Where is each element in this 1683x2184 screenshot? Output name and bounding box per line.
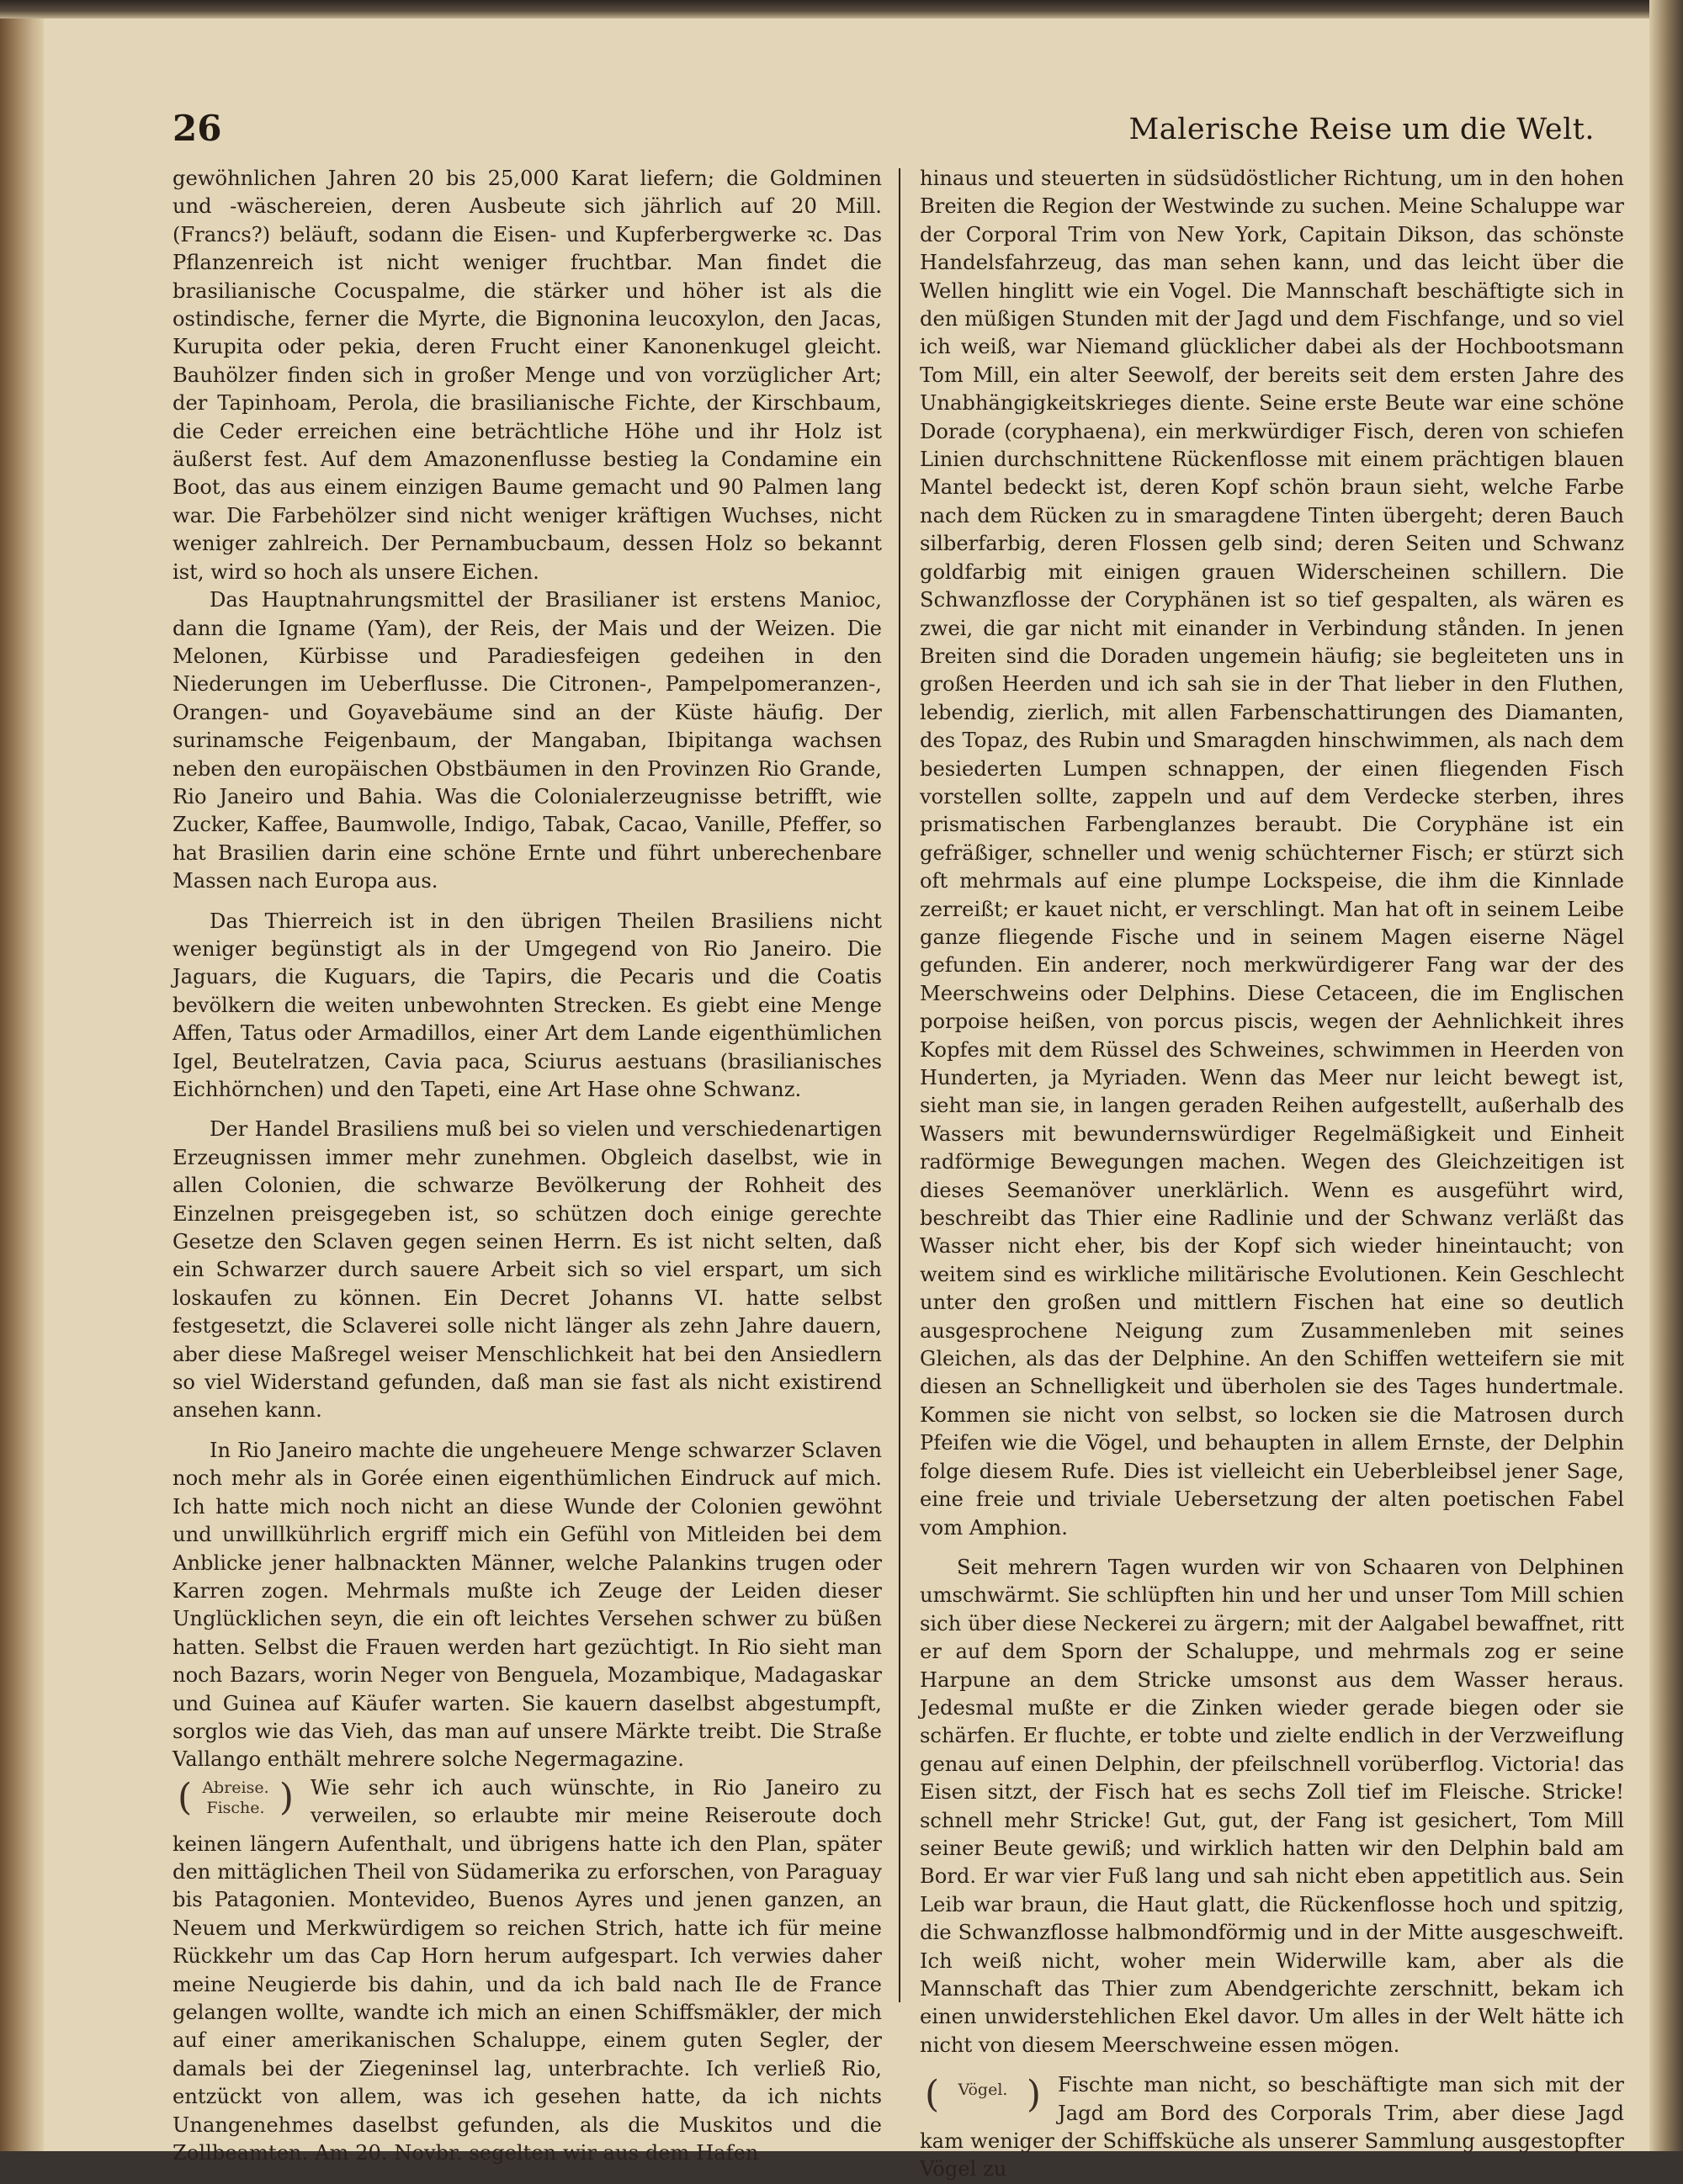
- paragraph-text: Wie sehr ich auch wünschte, in Rio Janeiro zu verweilen, so erlaubte mir meine Reiseroute doch keinen längern Aufenthalt, und übrigens hatte ich den Plan, später den mittäglichen Theil von Südamerika zu erforschen, von Paraguay bis Patagonien. Montevideo, Buenos Ayres und jenen ganzen, an Neuem und Merkwürdigem so reichen Strich, hatte ich für meine Rückkehr um das Cap Horn herum aufgespart. Ich verwies daher meine Neugierde bis dahin, und da ich bald nach Ile de France gelangen wollte, wandte ich mich an einen Schiffsmäkler, der mich auf einer amerikanischen Schaluppe, einem guten Segler, der damals bei der Ziegeninsel lag, unterbrachte. Ich verließ Rio, entzückt von allem, was ich gesehen hatte, da ich nichts Unangenehmes daselbst gefunden, als die Muskitos und die Zollbeamten. Am 20. Novbr. segelten wir aus dem Hafen: [173, 1775, 882, 2165]
- right-column: [920, 165, 1624, 2181]
- running-title: Malerische Reise um die Welt.: [1128, 113, 1595, 146]
- paragraph-with-margin-note: [920, 2071, 1624, 2184]
- margin-note-text: ( Vögel.: [958, 2081, 1008, 2100]
- book-binding-edge: [0, 0, 44, 2151]
- paragraph: In Rio Janeiro machte die ungeheuere Menge schwarzer Sclaven noch mehr als in Gorée einen eigenthümlichen Eindruck auf mich. Ich hatte mich noch nicht an diese Wunde der Colonien gewöhnt und unwillkührlich ergriff mich ein Gefühl von Mitleiden bei dem Anblicke jener halbnackten Männer, welche Palankins trugen oder Karren zogen. Mehrmals mußte ich Zeuge der Leiden dieser Unglücklichen seyn, die ein oft leichtes Versehen schwer zu büßen hatten. Selbst die Frauen werden hart gezüchtigt. In Rio sieht man noch Bazars, worin Neger von Benguela, Mozambique, Madagaskar und Guinea auf Käufer warten. Sie kauern daselbst abgestumpft, sorglos wie das Vieh, das man auf unsere Märkte treibt. Die Straße Vallango enthält mehrere solche Negermagazine.: [173, 1438, 882, 1772]
- paragraph-text: Fischte man nicht, so beschäftigte man sich mit der Jagd am Bord des Corporals Trim, aber diese Jagd kam weniger der Schiffsküche als unserer Sammlung ausgestopfter Vögel zu: [920, 2073, 1624, 2181]
- column-divider: [899, 168, 900, 2002]
- paragraph: hinaus und steuerten in südsüdöstlicher Richtung, um in den hohen Breiten die Region der Westwinde zu suchen. Meine Schaluppe war der Corporal Trim von New York, Capitain Dikson, das schönste Handelsfahrzeug, das man sehen kann, und das leicht über die Wellen hinglitt wie ein Vogel. Die Mannschaft beschäftigte sich in den müßigen Stunden mit der Jagd und dem Fischfange, und so viel ich weiß, war Niemand glücklicher dabei als der Hochbootsmann Tom Mill, ein alter Seewolf, der bereits seit dem ersten Jahre des Unabhängigkeitskrieges diente. Seine erste Beute war eine schöne Dorade (coryphaena), ein merkwürdiger Fisch, deren von schiefen Linien durchschnittene Rückenflosse mit einem prächtigen blauen Mantel bedeckt ist, deren Kopf schön braun sieht, welche Farbe nach dem Rücken zu in smaragdene Tinten übergeht; deren Bauch silberfarbig, deren Flossen gelb sind; deren Seiten und Schwanz goldfarbig mit einigen grauen Widerscheinen schillern. Die Schwanzflosse der Coryphänen ist so tief gespalten, als wären es zwei, die gar nicht mit einander in Verbindung stånden. In jenen Breiten sind die Doraden ungemein häufig; sie begleiteten uns in großen Heerden und ich sah sie in der That lieber in den Fluthen, lebendig, zierlich, mit allen Farbenschattirungen des Diamanten, des Topaz, des Rubin und Smaragden hinschwimmen, als nach dem besiederten Lumpen schnappen, der einen fliegenden Fisch vorstellen sollte, zappeln und auf dem Verdecke sterben, ihres prismatischen Farbenglanzes beraubt. Die Coryphäne ist ein gefräßiger, schneller und wenig schüchterner Fisch; er stürzt sich oft mehrmals auf eine plumpe Lockspeise, die ihm die Kinnlade zerreißt; er kauet nicht, er verschlingt. Man hat oft in seinem Leibe ganze fliegende Fische und in seinem Magen eiserne Nägel gefunden. Ein anderer, noch merkwürdigerer Fang war der des Meerschweins oder Delphins. Diese Cetaceen, die im Englischen porpoise heißen, von porcus piscis, wegen der Aehnlichkeit ihres Kopfes mit dem Rüssel des Schweines, schwimmen in Heerden von Hunderten, ja Myriaden. Wenn das Meer nur leicht bewegt ist, sieht man sie, in langen geraden Reihen aufgestellt, außerhalb des Wassers mit bewundernswürdiger Regelmäßigkeit und Einheit radförmige Bewegungen machen. Wegen des Gleichzeitigen ist dieses Seemanöver unerklärlich. Wenn es ausgeführt wird, beschreibt das Thier eine Radlinie und der Schwanz verläßt das Wasser nicht eher, bis der Kopf sich wieder hineintaucht; von weitem sind es wirkliche militärische Evolutionen. Kein Geschlecht unter den großen und mittlern Fischen hat eine so deutlich ausgesprochene Neigung zum Zusammenleben mit seines Gleichen, als das der Delphine. An den Schiffen wetteifern sie mit diesen an Schnelligkeit und überholen sie des Tages hundertmale. Kommen sie nicht von selbst, so locken sie die Matrosen durch Pfeifen wie die Vögel, und behaupten in allem Ernste, der Delphin folge diesem Rufe. Dies ist vielleicht ein Ueberbleibsel jener Sage, eine freie und triviale Uebersetzung der alten poetischen Fabel vom Amphion.: [920, 167, 1624, 1540]
- paragraph: Der Handel Brasiliens muß bei so vielen und verschiedenartigen Erzeugnissen immer mehr zunehmen. Obgleich daselbst, wie in allen Colonien, die schwarze Bevölkerung der Rohheit des Einzelnen preisgegeben ist, so schützen doch einige gerechte Gesetze den Sclaven gegen seinen Herrn. Es ist nicht selten, daß ein Schwarzer durch sauere Arbeit sich so viel erspart, um sich loskaufen zu können. Ein Decret Johanns VI. hatte selbst festgesetzt, die Sclaverei solle nicht länger als zehn Jahre dauern, aber diese Maßregel weiser Menschlichkeit hat bei den Ansiedlern so viel Widerstand gefunden, daß man sie fast als nicht existirend ansehen kann.: [173, 1117, 882, 1423]
- left-column: [173, 165, 882, 2165]
- paragraph: Das Thierreich ist in den übrigen Theilen Brasiliens nicht weniger begünstigt als in der Umgegend von Rio Janeiro. Die Jaguars, die Kuguars, die Tapirs, die Pecaris und die Coatis bevölkern die weiten unbewohnten Strecken. Es giebt eine Menge Affen, Tatus oder Armadillos, einer Art dem Lande eigenthümlichen Igel, Beutelratzen, Cavia paca, Sciurus aestuans (brasilianisches Eichhörnchen) und den Tapeti, eine Art Hase ohne Schwanz.: [173, 909, 882, 1101]
- margin-note: [173, 1776, 299, 1825]
- paragraph: gewöhnlichen Jahren 20 bis 25,000 Karat liefern; die Goldminen und -wäschereien, deren Ausbeute sich jährlich auf 20 Mill. (Francs?) beläuft, sodann die Eisen- und Kupferbergwerke ꝛc. Das Pflanzenreich ist nicht weniger fruchtbar. Man findet die brasilianische Cocuspalme, die stärker und höher ist als die ostindische, ferner die Myrte, die Bignonina leucoxylon, den Jacas, Kurupita oder pekia, deren Frucht einer Kanonenkugel gleicht. Bauhölzer finden sich in großer Menge und von vorzüglicher Art; der Tapinhoam, Perola, die brasilianische Fichte, der Kirschbaum, die Ceder erreichen eine beträchtliche Höhe und ihr Holz ist äußerst fest. Auf dem Amazonenflusse bestieg la Condamine ein Boot, das aus einem einzigen Baume gemacht und 90 Palmen lang war. Die Farbehölzer sind nicht weniger kräftigen Wuchses, nicht weniger zahlreich. Der Pernambucbaum, dessen Holz so bekannt ist, wird so hoch als unsere Eichen.: [173, 167, 882, 584]
- paragraph-with-margin-note: [173, 1774, 882, 2168]
- margin-note: [920, 2073, 1046, 2107]
- page-right-edge: [1649, 0, 1683, 2151]
- page-number: 26: [173, 108, 222, 149]
- margin-note-text: ( Abreise. Fische.: [202, 1778, 269, 1817]
- page-header: [173, 108, 1595, 158]
- page-top-edge: [0, 0, 1683, 19]
- paragraph: Seit mehrern Tagen wurden wir von Schaaren von Delphinen umschwärmt. Sie schlüpften hin und her und unser Tom Mill schien sich über diese Neckerei zu ärgern; mit der Aalgabel bewaffnet, ritt er auf dem Sporn der Schaluppe, und mehrmals zog er seine Harpune an dem Stricke umsonst aus dem Wasser heraus. Jedesmal mußte er die Zinken wieder gerade biegen oder sie schärfen. Er fluchte, er tobte und zielte endlich in der Verzweiflung genau auf einen Delphin, der pfeilschnell vorüberflog. Victoria! das Eisen sitzt, der Fisch hat es sechs Zoll tief im Fleische. Stricke! schnell mehr Stricke! Gut, gut, der Fang ist gesichert, Tom Mill seiner Beute gewiß; und wirklich hatten wir den Delphin bald am Bord. Er war vier Fuß lang und sah nicht eben appetitlich aus. Sein Leib war braun, die Haut glatt, die Rückenflosse hoch und spitzig, die Schwanzflosse halbmondförmig und in der Mitte ausgeschweift. Ich weiß nicht, woher mein Widerwille kam, aber als die Mannschaft das Thier zum Abendgerichte zerschnitt, bekam ich einen unwiderstehlichen Ekel davor. Um alles in der Welt hätte ich nicht von diesem Meerschweine essen mögen.: [920, 1555, 1624, 2057]
- paragraph: Das Hauptnahrungsmittel der Brasilianer ist erstens Manioc, dann die Igname (Yam), der Reis, der Mais und der Weizen. Die Melonen, Kürbisse und Paradiesfeigen gedeihen in den Niederungen im Ueberflusse. Die Citronen-, Pampelpomeranzen-, Orangen- und Goyavebäume sind an der Küste häufig. Der surinamsche Feigenbaum, der Mangaban, Ibipitanga wachsen neben den europäischen Obstbäumen in den Provinzen Rio Grande, Rio Janeiro und Bahia. Was die Colonialerzeugnisse betrifft, wie Zucker, Kaffee, Baumwolle, Indigo, Tabak, Cacao, Vanille, Pfeffer, so hat Brasilien darin eine schöne Ernte und führt unberechenbare Massen nach Europa aus.: [173, 588, 882, 893]
